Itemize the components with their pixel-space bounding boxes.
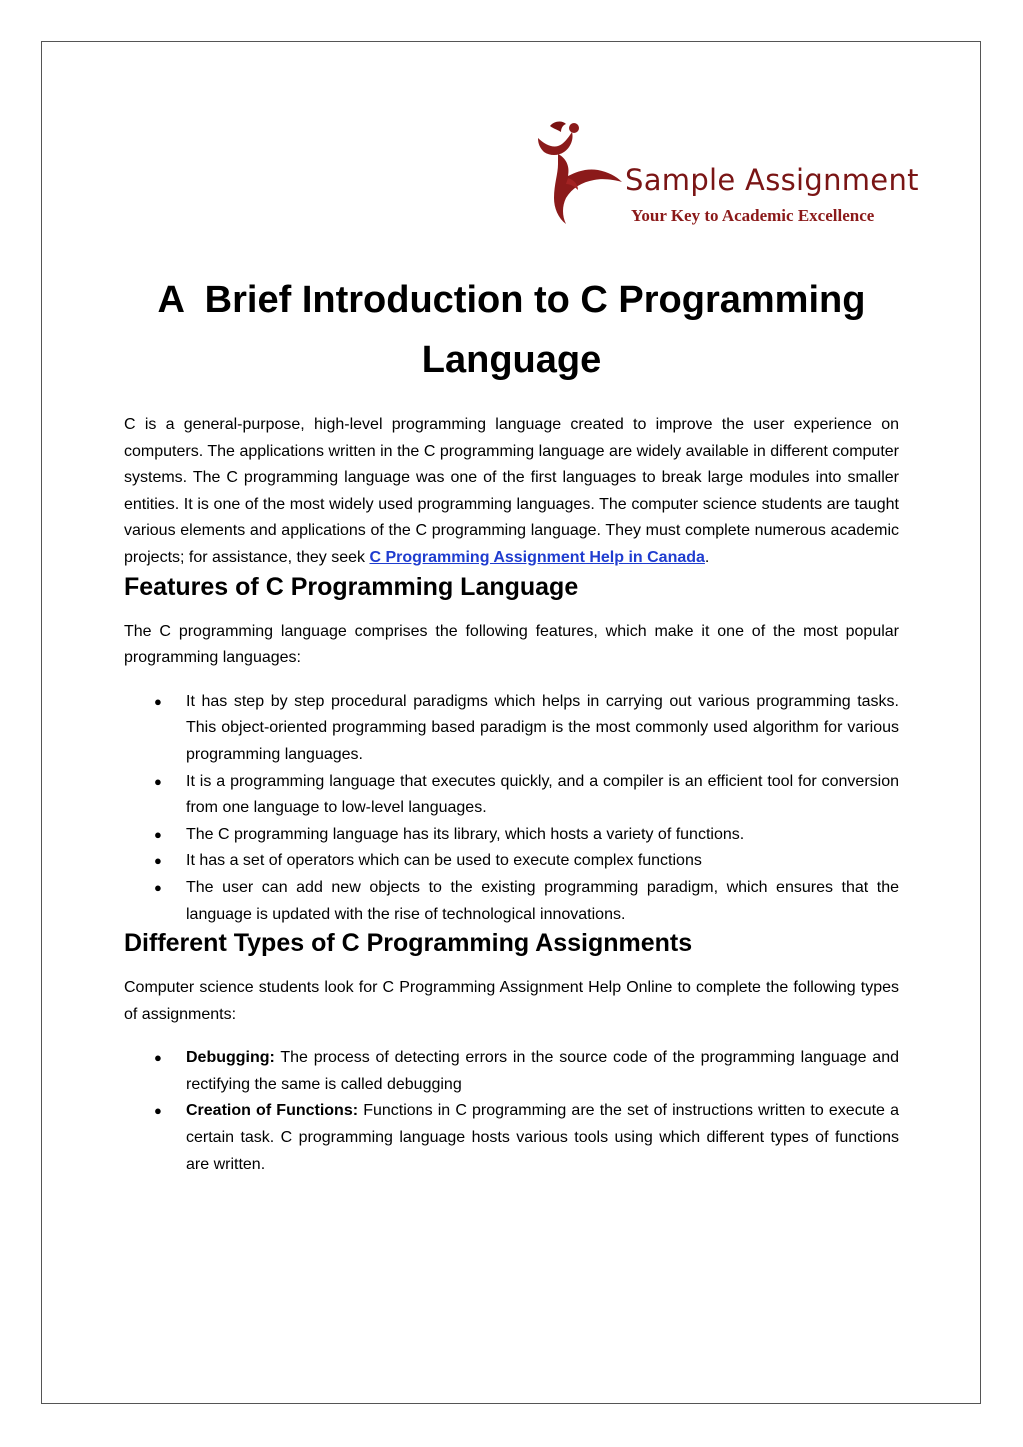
dancer-logo-icon (528, 118, 623, 228)
assignment-types-list (124, 1045, 899, 1178)
intro-end: . (704, 548, 710, 566)
item-term: Debugging: (186, 1049, 275, 1067)
assignment-types-heading: Different Types of C Programming Assignments (124, 929, 693, 958)
title-line-2: Language (421, 339, 602, 381)
list-item: ● The user can add new objects to the existing programming paradigm, which ensures that the language is updated with the rise of technological innovations. (124, 875, 899, 928)
bullet-icon: ● (154, 853, 162, 869)
logo-tagline: Your Key to Academic Excellence (631, 206, 875, 225)
bullet-icon: ● (154, 826, 162, 842)
features-intro: The C programming language comprises the following features, which make it one of the most popular programming languages: (124, 622, 899, 667)
bullet-icon: ● (154, 693, 162, 709)
intro-text: C is a general-purpose, high-level programming language created to improve the user experience on computers. The applications written in the C programming language are widely available in different computer systems. The C programming language was one of the first languages to break large modules into smaller entities. It is one of the most widely used programming languages. The computer science students are taught various elements and applications of the C programming language. They must complete numerous academic projects; for assistance, they seek (124, 416, 899, 566)
document-body (124, 270, 899, 1178)
sample-assignment-logo (528, 118, 919, 228)
bullet-icon: ● (154, 1103, 162, 1119)
list-item: ● It has step by step procedural paradigms which helps in carrying out various programming tasks. This object-oriented programming based paradigm is the most commonly used algorithm for various programming languages. (124, 689, 899, 769)
assignment-types-intro: Computer science students look for C Programming Assignment Help Online to complete the following types of assignments: (124, 979, 899, 1023)
item-text: The process of detecting errors in the source code of the programming language and rectifying the same is called debugging (186, 1049, 899, 1093)
bullet-icon: ● (154, 1050, 162, 1066)
intro-paragraph (124, 412, 899, 572)
bullet-icon: ● (154, 879, 162, 895)
list-item: ● It has a set of operators which can be used to execute complex functions (124, 848, 899, 875)
features-heading: Features of C Programming Language (124, 572, 579, 601)
c-programming-help-link[interactable]: C Programming Assignment Help in Canada (369, 548, 705, 566)
features-list (124, 689, 899, 928)
document-title (124, 270, 899, 390)
bullet-icon: ● (154, 773, 162, 789)
list-item: ● It is a programming language that executes quickly, and a compiler is an efficient tool for conversion from one language to low-level languages. (124, 769, 899, 822)
title-line-1: A Brief Introduction to C Programming (157, 279, 866, 321)
logo-name: Sample Assignment (625, 163, 919, 197)
list-item: ● The C programming language has its library, which hosts a variety of functions. (124, 822, 899, 849)
list-item (124, 1098, 899, 1178)
list-item (124, 1045, 899, 1098)
item-text: Functions in C programming are the set of instructions written to execute a certain task. C programming language hosts various tools using which different types of functions are written. (186, 1102, 899, 1173)
item-term: Creation of Functions: (186, 1102, 359, 1120)
